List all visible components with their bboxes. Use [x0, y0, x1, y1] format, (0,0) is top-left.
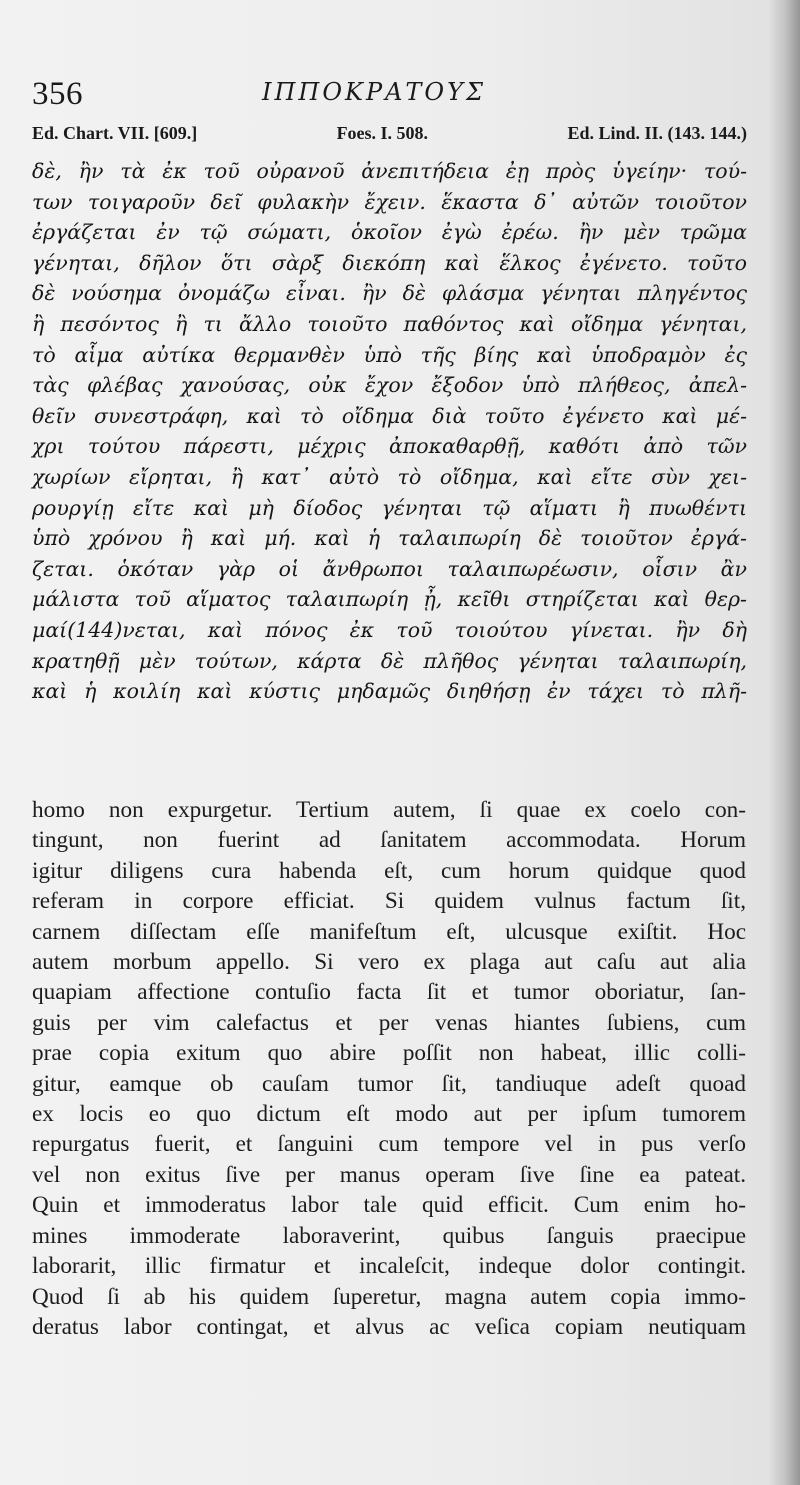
- greek-line: ρουργίῃ εἴτε καὶ μὴ δίοδος γένηται τῷ αἵματι ἢ πυωθέντι: [32, 495, 747, 520]
- latin-line: quapiam affectione contuſio facta ſit et tumor oboriatur, ſan-: [32, 979, 746, 1006]
- edition-references: [32, 123, 747, 153]
- latin-line: Quod ſi ab his quidem ſuperetur, magna autem copia immo-: [32, 1283, 746, 1310]
- latin-line: autem morbum appello. Si vero ex plaga aut caſu aut alia: [32, 949, 746, 976]
- greek-line: τὸ αἷμα αὐτίκα θερμανθὲν ὑπὸ τῆς βίης καὶ ὑποδραμὸν ἐς: [32, 342, 747, 367]
- page-gutter-shadow: [768, 0, 800, 1485]
- page-header: [32, 72, 742, 118]
- greek-line: ὑπὸ χρόνου ἢ καὶ μή. καὶ ἡ ταλαιπωρίη δὲ τοιοῦτον ἐργά-: [32, 526, 747, 551]
- greek-line: μαί(144)νεται, καὶ πόνος ἐκ τοῦ τοιούτου γίνεται. ἢν δὴ: [32, 617, 747, 642]
- greek-line: θεῖν συνεστράφη, καὶ τὸ οἴδημα διὰ τοῦτο ἐγένετο καὶ μέ-: [32, 403, 747, 428]
- latin-line: repurgatus fuerit, et ſanguini cum tempore vel in pus verſo: [32, 1131, 746, 1158]
- greek-line: χρι τούτου πάρεστι, μέχρις ἀποκαθαρθῇ, καθότι ἀπὸ τῶν: [32, 434, 747, 459]
- greek-line: ζεται. ὁκόταν γὰρ οἱ ἄνθρωποι ταλαιπωρέωσιν, οἷσιν ἂν: [32, 556, 747, 581]
- latin-line: laborarit, illic firmatur et incaleſcit, indeque dolor contingit.: [32, 1253, 746, 1280]
- greek-line: ἢ πεσόντος ἢ τι ἄλλο τοιοῦτο παθόντος καὶ οἴδημα γένηται,: [32, 311, 747, 336]
- latin-line: gitur, eamque ob cauſam tumor ſit, tandiuque adeſt quoad: [32, 1070, 746, 1097]
- greek-line: τὰς φλέβας χανούσας, οὐκ ἔχον ἔξοδον ὑπὸ πλήθεος, ἀπελ-: [32, 373, 747, 398]
- edition-foes-ref: Foes. I. 508.: [336, 123, 429, 143]
- latin-line: deratus labor contingat, et alvus ac veſica copiam neutiquam: [32, 1313, 746, 1340]
- latin-line: vel non exitus ſive per manus operam ſive ſine ea pateat.: [32, 1161, 746, 1188]
- edition-lind-ref: Ed. Lind. II. (143. 144.): [567, 123, 747, 143]
- greek-line: γένηται, δῆλον ὅτι σὰρξ διεκόπη καὶ ἕλκος ἐγένετο. τοῦτο: [32, 250, 747, 275]
- greek-line: των τοιγαροῦν δεῖ φυλακὴν ἔχειν. ἕκαστα δ᾽ αὐτῶν τοιοῦτον: [32, 189, 747, 214]
- latin-line: referam in corpore efficiat. Si quidem vulnus factum ſit,: [32, 888, 746, 915]
- greek-line: δὲ νούσημα ὀνομάζω εἶναι. ἢν δὲ φλάσμα γένηται πληγέντος: [32, 281, 747, 306]
- latin-line: homo non expurgetur. Tertium autem, ſi quae ex coelo con-: [32, 797, 746, 823]
- page-number: 356: [32, 76, 83, 112]
- latin-line: guis per vim calefactus et per venas hiantes ſubiens, cum: [32, 1009, 746, 1036]
- latin-line: Quin et immoderatus labor tale quid efficit. Cum enim ho-: [32, 1192, 746, 1219]
- edition-chart-ref: Ed. Chart. VII. [609.]: [32, 123, 198, 143]
- greek-line: χωρίων εἴρηται, ἢ κατ᾽ αὐτὸ τὸ οἴδημα, καὶ εἴτε σὺν χει-: [32, 464, 747, 489]
- latin-line: ex locis eo quo dictum eſt modo aut per ipſum tumorem: [32, 1101, 746, 1128]
- latin-line: tingunt, non fuerint ad ſanitatem accommodata. Horum: [32, 827, 746, 854]
- latin-line: prae copia exitum quo abire poſſit non habeat, illic colli-: [32, 1040, 746, 1067]
- running-title: ΙΠΠΟΚΡΑΤΟΥΣ: [262, 78, 486, 106]
- latin-line: carnem diſſectam eſſe manifeſtum eſt, ulcusque exiſtit. Hoc: [32, 918, 746, 945]
- greek-text-block: [32, 156, 747, 707]
- latin-text-block: [32, 795, 746, 1342]
- latin-line: mines immoderate laboraverint, quibus ſanguis praecipue: [32, 1222, 746, 1249]
- greek-line: δὲ, ἢν τὰ ἐκ τοῦ οὐρανοῦ ἀνεπιτήδεια ἐῃ πρὸς ὑγείην· τού-: [32, 159, 747, 183]
- greek-line: κρατηθῇ μὲν τούτων, κάρτα δὲ πλῆθος γένηται ταλαιπωρίη,: [32, 648, 747, 673]
- greek-line: ἐργάζεται ἐν τῷ σώματι, ὁκοῖον ἐγὼ ἐρέω. ἢν μὲν τρῶμα: [32, 220, 747, 245]
- latin-line: igitur diligens cura habenda eſt, cum horum quidque quod: [32, 857, 746, 884]
- greek-line: καὶ ἡ κοιλίη καὶ κύστις μηδαμῶς διηθήσῃ ἐν τάχει τὸ πλῆ-: [32, 679, 747, 704]
- greek-line: μάλιστα τοῦ αἵματος ταλαιπωρίη ᾖ, κεῖθι στηρίζεται καὶ θερ-: [32, 587, 747, 612]
